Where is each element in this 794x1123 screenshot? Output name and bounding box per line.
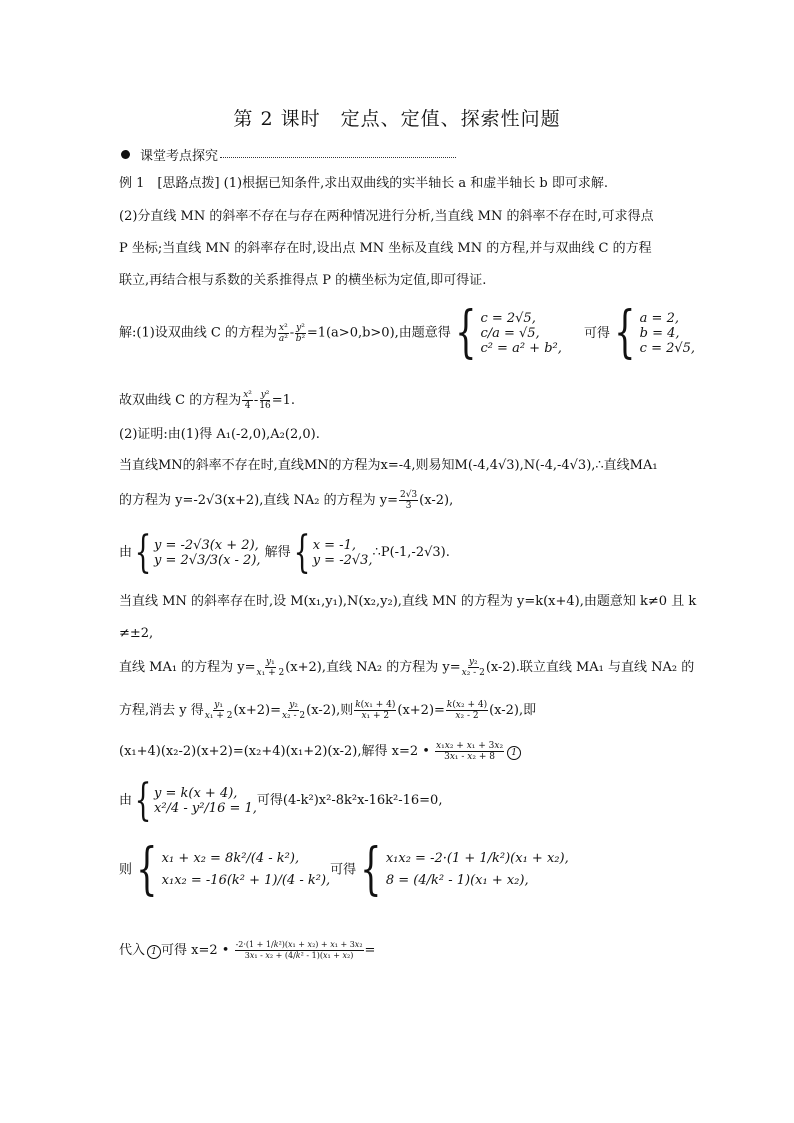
system-vieta: { x₁ + x₂ = 8k²/(4 - k²), x₁x₂ = -16(k² + 1)/(4 - k²), (136, 837, 331, 902)
line-13: 直线 MA₁ 的方程为 y= $\frac{\text{y₁}}{\text{x₁ + 2}}$ (x+2),直线 NA₂ 的方程为 y= $\frac{\text{y₂}}{\text{x₂ - 2}}$ (x-2).联立直线 MA₁ 与直线 NA₂ 的 (119, 657, 695, 678)
line-3: P 坐标;当直线 MN 的斜率存在时,设出点 MN 坐标及直线 MN 的方程,并与双曲线 C 的方程 (119, 241, 652, 256)
line-5-text-b: =1(a>0,b>0),由题意得 (306, 325, 451, 341)
line-18: 代入 1 可得 x=2 • $\frac{\text{-2·(1 + 1/k²)(x₁ + x₂) + x₁ + 3x₂}}{\text{3x₁ - x₂ + (4/k² - 1)(x₁ + x₂)}}$ = (119, 940, 376, 960)
hyperbola-fraction-general: $\frac{\text{x²}}{\text{a²}}$ (278, 322, 288, 344)
system-condition: { c = 2√5, c/a = √5, c² = a² + b², (454, 300, 562, 365)
line-17: 则 { x₁ + x₂ = 8k²/(4 - k²), x₁x₂ = -16(k² + 1)/(4 - k²), 可得 { x₁x₂ = -2·(1 + 1/k²)(x₁ + x₂), 8 = (4/k² - 1)(x₁ + x₂), (119, 837, 569, 902)
line-15: (x₁+4)(x₂-2)(x+2)=(x₂+4)(x₁+2)(x-2),解得 x=2 • $\frac{\text{x₁x₂ + x₁ + 3x₂}}{\text{3x₁ - x₂ + 8}}$ 1 (119, 741, 521, 762)
system-solution: { a = 2, b = 4, c = 2√5, (614, 300, 696, 365)
section-header (121, 145, 456, 164)
line-7: (2)证明:由(1)得 A₁(-2,0),A₂(2,0). (119, 427, 320, 442)
line-9: 的方程为 y=-2√3(x+2),直线 NA₂ 的方程为 y= $\frac{2√3}{3}$ (x-2), (119, 490, 454, 511)
line-12: ≠±2, (119, 626, 154, 641)
line-8: 当直线MN的斜率不存在时,直线MN的方程为x=-4,则易知M(-4,4√3),N(-4,-4√3),∴直线MA₁ (119, 458, 658, 473)
line-5-text-a: 解:(1)设双曲线 C 的方程为 (119, 325, 278, 341)
system-line-hyperbola: { y = k(x + 4), x²/4 - y²/16 = 1, (134, 774, 257, 826)
page-title: 第 2 课时 定点、定值、探索性问题 (233, 108, 561, 130)
line-4: 联立,再结合根与系数的关系推得点 P 的横坐标为定值,即可得证. (119, 273, 487, 288)
line-2: (2)分直线 MN 的斜率不存在与存在两种情况进行分析,当直线 MN 的斜率不存在时,可求得点 (119, 209, 654, 224)
system-derived: { x₁x₂ = -2·(1 + 1/k²)(x₁ + x₂), 8 = (4/k² - 1)(x₁ + x₂), (360, 837, 569, 902)
final-fraction: $\frac{\text{-2·(1 + 1/k²)(x₁ + x₂) + x₁ + 3x₂}}{\text{3x₁ - x₂ + (4/k² - 1)(x₁ + x₂)}}$ (235, 940, 363, 960)
line-5: 解:(1)设双曲线 C 的方程为 $\frac{\text{x²}}{\text{a²}}$ - $\frac{\text{y²}}{\text{b²}}$ =1(a>0,b>0),由题意得 { c = 2√5, c/a = √5, c² = a² + b², 可得 { a = 2, b = 4, c = 2√5, (119, 300, 696, 365)
line-10: 由 { y = -2√3(x + 2), y = 2√3/3(x - 2), 解得 { x = -1, y = -2√3, ∴P(-1,-2√3). (119, 526, 450, 578)
system-point-p: { x = -1, y = -2√3, (293, 526, 373, 578)
line-14: 方程,消去 y 得 $\frac{\text{y₁}}{\text{x₁ + 2}}$ (x+2)= $\frac{\text{y₂}}{\text{x₂ - 2}}$ (x-2),则 $\frac{\text{k(x₁ + 4)}}{\text{x₁ + 2}}$ (x+2)= $\frac{\text{k(x₂ + 4)}}{\text{x₂ - 2}}$ (x-2),即 (119, 700, 537, 721)
system-lines-intersection: { y = -2√3(x + 2), y = 2√3/3(x - 2), (134, 526, 261, 578)
circled-number-1: 1 (507, 746, 521, 760)
circled-number-1-ref: 1 (147, 945, 161, 959)
line-11: 当直线 MN 的斜率存在时,设 M(x₁,y₁),N(x₂,y₂),直线 MN 的方程为 y=k(x+4),由题意知 k≠0 且 k (119, 594, 697, 609)
section-title: 课堂考点探究 (140, 149, 219, 164)
line-6: 故双曲线 C 的方程为 $\frac{\text{x²}}{4}$ - $\frac{\text{y²}}{16}$ =1. (119, 390, 296, 411)
bullet-icon (121, 150, 130, 159)
line-5-text-c: 可得 (584, 325, 611, 341)
dotted-leader (220, 157, 456, 158)
line-16: 由 { y = k(x + 4), x²/4 - y²/16 = 1, 可得(4-k²)x²-8k²x-16k²-16=0, (119, 774, 443, 826)
line-1: 例 1 [思路点拨] (1)根据已知条件,求出双曲线的实半轴长 a 和虚半轴长 b 即可求解. (119, 176, 608, 191)
